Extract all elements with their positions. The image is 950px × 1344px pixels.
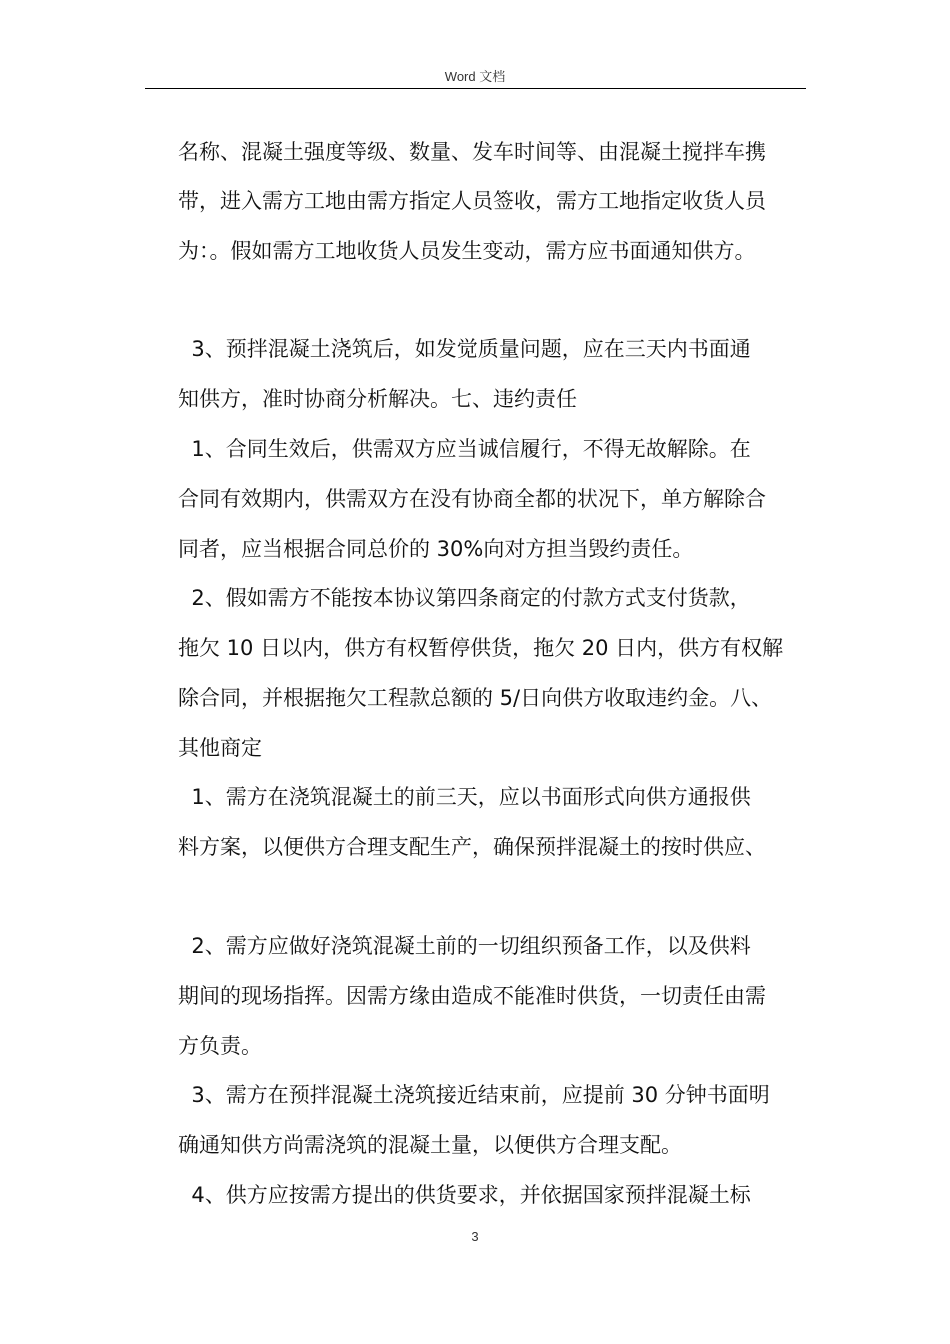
body-line: 1、需方在浇筑混凝土的前三天，应以书面形式向供方通报供 — [178, 785, 751, 809]
body-line: 确通知供方尚需浇筑的混凝土量，以便供方合理支配。 — [178, 1133, 682, 1157]
body-line: 方负责。 — [178, 1034, 262, 1058]
body-line: 拖欠 10 日以内，供方有权暂停供货，拖欠 20 日内，供方有权解 — [178, 636, 784, 660]
body-line: 期间的现场指挥。因需方缘由造成不能准时供货，一切责任由需 — [178, 984, 766, 1008]
body-line: 其他商定 — [178, 736, 262, 760]
page-header-title: Word 文档 — [444, 69, 506, 84]
body-line: 3、预拌混凝土浇筑后，如发觉质量问题，应在三天内书面通 — [178, 337, 751, 361]
body-line: 名称、混凝土强度等级、数量、发车时间等、由混凝土搅拌车携 — [178, 140, 766, 164]
body-line: 2、需方应做好浇筑混凝土前的一切组织预备工作，以及供料 — [178, 934, 751, 958]
body-line: 4、供方应按需方提出的供货要求，并依据国家预拌混凝土标 — [178, 1183, 751, 1207]
body-line: 除合同，并根据拖欠工程款总额的 5/日向供方收取违约金。八、 — [178, 686, 773, 710]
body-line: 同者，应当根据合同总价的 30%向对方担当毁约责任。 — [178, 537, 694, 561]
body-line: 料方案，以便供方合理支配生产，确保预拌混凝土的按时供应、 — [178, 835, 766, 859]
header-rule — [145, 88, 806, 89]
body-line: 3、需方在预拌混凝土浇筑接近结束前，应提前 30 分钟书面明 — [178, 1083, 770, 1107]
body-line: 1、合同生效后，供需双方应当诚信履行，不得无故解除。在 — [178, 437, 751, 461]
body-line: 带，进入需方工地由需方指定人员签收，需方工地指定收货人员 — [178, 189, 766, 213]
body-line: 2、假如需方不能按本协议第四条商定的付款方式支付货款， — [178, 586, 751, 610]
body-line: 合同有效期内，供需双方在没有协商全都的状况下，单方解除合 — [178, 487, 766, 511]
body-line: 知供方，准时协商分析解决。七、违约责任 — [178, 387, 577, 411]
page-number: 3 — [471, 1229, 479, 1244]
body-line: 为：。假如需方工地收货人员发生变动，需方应书面通知供方。 — [178, 239, 756, 263]
